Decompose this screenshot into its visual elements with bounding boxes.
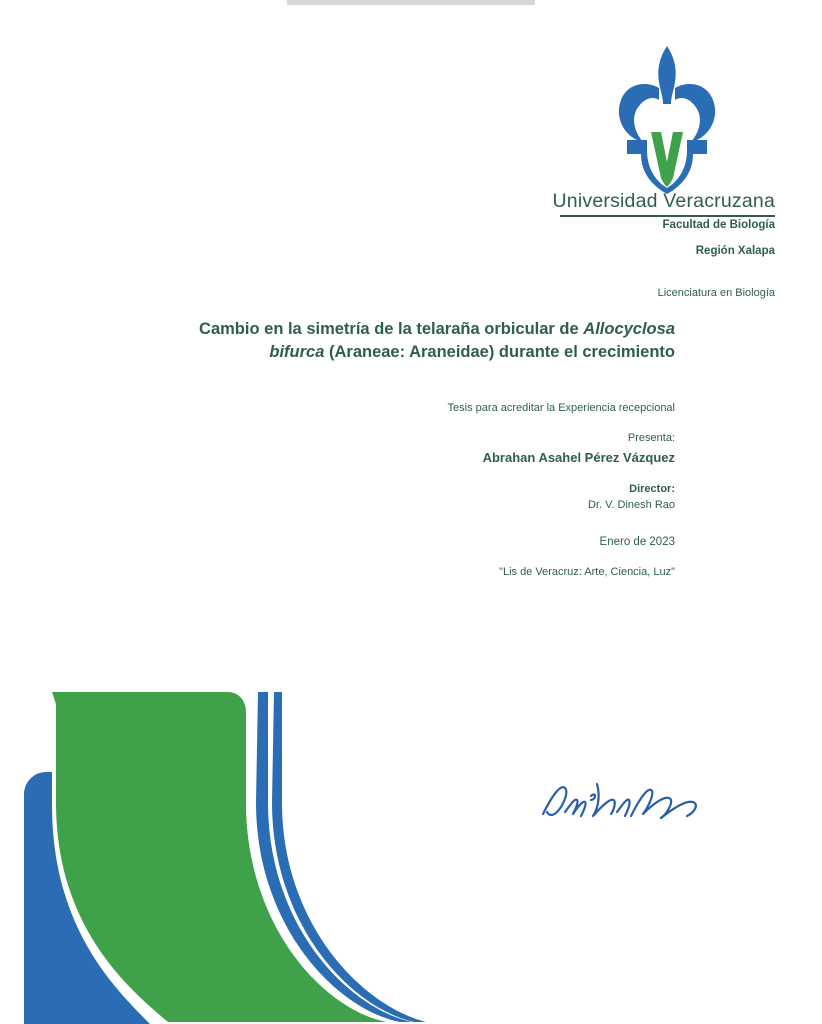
director-label: Director: (629, 483, 675, 495)
decorative-ribbon-graphic (0, 684, 470, 1024)
thesis-purpose-line: Tesis para acreditar la Experiencia recepcional (447, 402, 675, 414)
title-text-part2: (Araneae: Araneidae) durante el crecimiento (324, 342, 675, 361)
university-motto: "Lis de Veracruz: Arte, Ciencia, Luz" (499, 566, 675, 578)
title-text-part1: Cambio en la simetría de la telaraña orbicular de (199, 320, 584, 338)
author-name: Abrahan Asahel Pérez Vázquez (482, 450, 675, 465)
publication-date: Enero de 2023 (599, 536, 675, 548)
faculty-name: Facultad de Biología (662, 219, 775, 231)
header-divider (560, 215, 775, 217)
university-name: Universidad Veracruzana (552, 190, 775, 212)
degree-name: Licenciatura en Biología (657, 287, 775, 299)
top-edge-bar (287, 0, 535, 5)
university-logo (597, 44, 737, 196)
title-species: bifurca (269, 342, 325, 361)
region-name: Región Xalapa (695, 245, 775, 257)
thesis-title (160, 318, 675, 364)
presenter-label: Presenta: (627, 432, 675, 444)
title-genus: Allocyclosa (583, 320, 675, 338)
handwritten-signature (535, 770, 715, 840)
director-name: Dr. V. Dinesh Rao (587, 499, 675, 511)
